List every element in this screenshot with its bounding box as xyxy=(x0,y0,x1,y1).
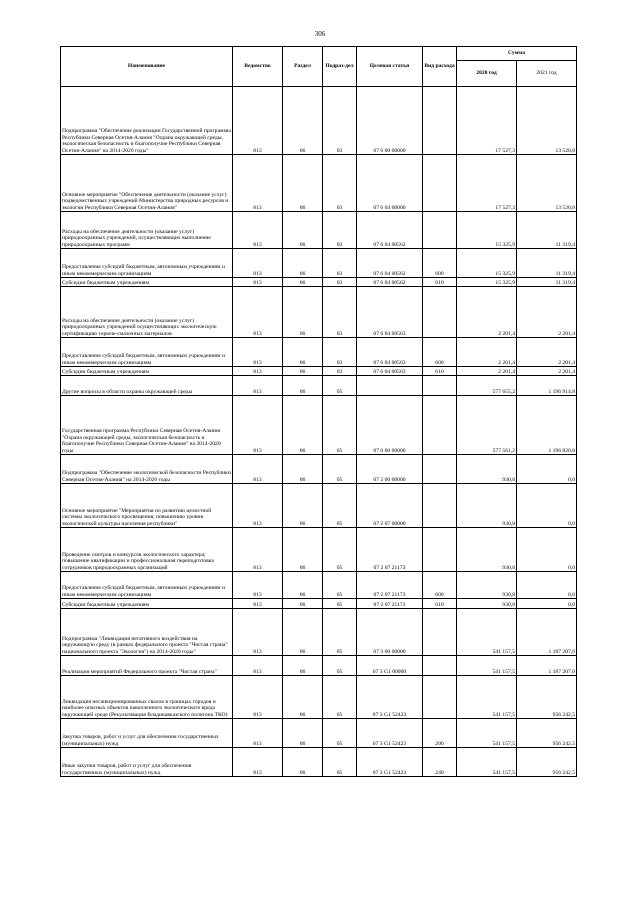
row-sum-2020: 15 325,9 xyxy=(457,278,517,287)
row-sum-2020: 15 325,9 xyxy=(457,212,517,249)
row-dept: 813 xyxy=(233,656,283,676)
row-article: 07 6 04 00000 xyxy=(357,155,423,212)
table-row xyxy=(61,212,577,249)
row-name: Предоставление субсидий бюджетным, автономным учреждениям и иным некоммерческим организациям xyxy=(61,338,233,367)
row-dept: 813 xyxy=(233,287,283,338)
table-row xyxy=(61,748,577,777)
table-row xyxy=(61,367,577,376)
row-subsection: 05 xyxy=(323,656,357,676)
row-name: Подпрограмма "Обеспечение экологической безопасности Республики Северная Осетия-Алания" на 2014-2020 годы xyxy=(61,455,233,484)
row-expense: 600 xyxy=(423,572,457,599)
row-subsection: 03 xyxy=(323,155,357,212)
row-dept: 813 xyxy=(233,155,283,212)
row-article: 07 3 G1 52423 xyxy=(357,748,423,777)
table-row xyxy=(61,656,577,676)
row-article: 07 6 04 00562 xyxy=(357,212,423,249)
row-subsection: 05 xyxy=(323,719,357,748)
row-name: Расходы на обеспечение деятельности (оказание услуг) природоохранных учреждений осуществляющих экологическую сертификацию горюче-смазочных материалов xyxy=(61,287,233,338)
row-sum-2021: 0,0 xyxy=(517,599,577,609)
row-expense: 600 xyxy=(423,338,457,367)
row-subsection: 05 xyxy=(323,599,357,609)
row-sum-2021: 1 196 914,8 xyxy=(517,376,577,396)
row-dept: 813 xyxy=(233,599,283,609)
row-sum-2020: 541 157,5 xyxy=(457,609,517,656)
header-year-2020: 2020 год xyxy=(457,61,517,87)
table-row xyxy=(61,572,577,599)
header-name: Наименование xyxy=(61,47,233,87)
row-section: 06 xyxy=(283,212,323,249)
row-section: 06 xyxy=(283,396,323,455)
row-dept: 813 xyxy=(233,278,283,287)
row-sum-2021: 1 187 207,6 xyxy=(517,656,577,676)
row-expense xyxy=(423,528,457,572)
row-section: 06 xyxy=(283,249,323,278)
row-name: Другие вопросы в области охраны окружающей среды xyxy=(61,376,233,396)
row-expense: 610 xyxy=(423,278,457,287)
row-sum-2021: 2 201,4 xyxy=(517,338,577,367)
row-article: 07 3 G1 00000 xyxy=(357,656,423,676)
row-article: 07 2 07 21173 xyxy=(357,572,423,599)
row-sum-2020: 17 527,3 xyxy=(457,155,517,212)
row-dept: 813 xyxy=(233,528,283,572)
row-expense xyxy=(423,376,457,396)
row-sum-2020: 577 655,2 xyxy=(457,376,517,396)
row-name: Основное мероприятие "Мероприятия по развитию целостной системы экологического просвещения, повышению уровня экологической культуры населения республики" xyxy=(61,484,233,528)
row-subsection: 05 xyxy=(323,572,357,599)
row-article: 07 3 G1 52423 xyxy=(357,676,423,719)
row-subsection: 03 xyxy=(323,278,357,287)
row-section: 06 xyxy=(283,656,323,676)
row-sum-2021: 2 201,4 xyxy=(517,287,577,338)
table-row xyxy=(61,278,577,287)
row-name: Предоставление субсидий бюджетным, автономным учреждениям и иным некоммерческим организациям xyxy=(61,572,233,599)
row-sum-2020: 15 325,9 xyxy=(457,249,517,278)
row-article: 07 2 00 00000 xyxy=(357,455,423,484)
table-row xyxy=(61,676,577,719)
row-name: Основное мероприятие "Обеспечение деятельности (оказание услуг) подведомственных учреждений Министерства природных ресурсов и экологии Республики Северная Осетия-Алания" xyxy=(61,155,233,212)
row-expense: 610 xyxy=(423,599,457,609)
row-expense xyxy=(423,87,457,155)
row-expense xyxy=(423,155,457,212)
row-name: Субсидии бюджетным учреждениям xyxy=(61,367,233,376)
row-article: 07 2 07 21173 xyxy=(357,599,423,609)
row-sum-2020: 930,8 xyxy=(457,572,517,599)
row-section: 06 xyxy=(283,367,323,376)
row-article: 07 6 00 00000 xyxy=(357,87,423,155)
table-row xyxy=(61,396,577,455)
row-section: 06 xyxy=(283,484,323,528)
row-name: Реализация мероприятий Федерального проекта "Чистая страна" xyxy=(61,656,233,676)
header-dept: Ведомство xyxy=(233,47,283,87)
row-name: Субсидии бюджетным учреждениям xyxy=(61,278,233,287)
row-dept: 813 xyxy=(233,719,283,748)
row-sum-2020: 2 201,4 xyxy=(457,367,517,376)
row-sum-2021: 0,0 xyxy=(517,528,577,572)
row-section: 06 xyxy=(283,572,323,599)
row-sum-2020: 930,8 xyxy=(457,599,517,609)
table-row xyxy=(61,455,577,484)
table-body xyxy=(61,87,577,777)
row-sum-2020: 2 201,4 xyxy=(457,338,517,367)
row-article: 07 6 04 00563 xyxy=(357,338,423,367)
row-dept: 813 xyxy=(233,249,283,278)
row-name: Предоставление субсидий бюджетным, автономным учреждениям и иным некоммерческим организациям xyxy=(61,249,233,278)
table-row xyxy=(61,609,577,656)
table-row xyxy=(61,484,577,528)
row-expense: 610 xyxy=(423,367,457,376)
row-section: 06 xyxy=(283,287,323,338)
table-row xyxy=(61,376,577,396)
row-article: 07 6 04 00562 xyxy=(357,278,423,287)
row-article: 07 0 00 00000 xyxy=(357,396,423,455)
row-article: 07 2 07 00000 xyxy=(357,484,423,528)
header-section: Раздел xyxy=(283,47,323,87)
row-name: Закупка товаров, работ и услуг для обеспечения государственных (муниципальных) нужд xyxy=(61,719,233,748)
row-subsection: 05 xyxy=(323,455,357,484)
row-sum-2021: 11 319,4 xyxy=(517,249,577,278)
table-row xyxy=(61,155,577,212)
header-subsection: Подраз-дел xyxy=(323,47,357,87)
row-article: 07 6 04 00562 xyxy=(357,249,423,278)
row-subsection: 03 xyxy=(323,367,357,376)
row-section: 06 xyxy=(283,155,323,212)
header-year-2021: 2021 год xyxy=(517,61,577,87)
row-sum-2020: 2 201,4 xyxy=(457,287,517,338)
row-section: 06 xyxy=(283,338,323,367)
row-subsection: 03 xyxy=(323,287,357,338)
row-subsection: 05 xyxy=(323,396,357,455)
row-name: Иные закупки товаров, работ и услуг для обеспечения государственных (муниципальных) нужд xyxy=(61,748,233,777)
row-sum-2020: 541 157,5 xyxy=(457,656,517,676)
table-row xyxy=(61,287,577,338)
row-subsection: 05 xyxy=(323,609,357,656)
row-sum-2020: 930,8 xyxy=(457,528,517,572)
row-dept: 813 xyxy=(233,338,283,367)
header-sum: Сумма xyxy=(457,47,577,61)
row-dept: 813 xyxy=(233,87,283,155)
row-sum-2020: 930,8 xyxy=(457,455,517,484)
row-sum-2021: 13 520,8 xyxy=(517,155,577,212)
row-article: 07 3 G1 52423 xyxy=(357,719,423,748)
header-expense: Вид расхода xyxy=(423,47,457,87)
row-sum-2020: 541 157,5 xyxy=(457,719,517,748)
row-expense xyxy=(423,609,457,656)
row-section: 06 xyxy=(283,676,323,719)
row-subsection: 05 xyxy=(323,748,357,777)
row-section: 06 xyxy=(283,376,323,396)
table-row xyxy=(61,338,577,367)
row-subsection: 05 xyxy=(323,376,357,396)
row-sum-2021: 956 242,5 xyxy=(517,676,577,719)
row-section: 06 xyxy=(283,599,323,609)
row-sum-2020: 17 527,3 xyxy=(457,87,517,155)
row-expense: 240 xyxy=(423,748,457,777)
row-name: Ликвидация несанкционированных свалок в границах городов и наиболее опасных объектов накопленного экологического вреда окружающей среде (Рекультивация Владикавказского полигона ТКО) xyxy=(61,676,233,719)
row-section: 06 xyxy=(283,278,323,287)
row-subsection: 05 xyxy=(323,676,357,719)
row-sum-2021: 0,0 xyxy=(517,484,577,528)
row-section: 06 xyxy=(283,748,323,777)
row-sum-2021: 13 520,8 xyxy=(517,87,577,155)
table-row xyxy=(61,87,577,155)
row-name: Субсидии бюджетным учреждениям xyxy=(61,599,233,609)
row-expense xyxy=(423,484,457,528)
row-expense: 200 xyxy=(423,719,457,748)
row-section: 06 xyxy=(283,528,323,572)
row-expense xyxy=(423,676,457,719)
row-dept: 813 xyxy=(233,455,283,484)
row-sum-2020: 930,8 xyxy=(457,484,517,528)
row-expense xyxy=(423,396,457,455)
row-article xyxy=(357,376,423,396)
row-expense xyxy=(423,212,457,249)
row-name: Расходы на обеспечение деятельности (оказание услуг) природоохранных учреждений, осуществляющих выполнение природоохранных программ xyxy=(61,212,233,249)
row-sum-2020: 577 561,2 xyxy=(457,396,517,455)
row-sum-2020: 541 157,5 xyxy=(457,748,517,777)
row-subsection: 05 xyxy=(323,484,357,528)
row-dept: 813 xyxy=(233,572,283,599)
row-sum-2021: 11 319,4 xyxy=(517,212,577,249)
row-subsection: 03 xyxy=(323,87,357,155)
row-sum-2021: 1 196 820,8 xyxy=(517,396,577,455)
row-expense: 600 xyxy=(423,249,457,278)
row-sum-2021: 11 319,4 xyxy=(517,278,577,287)
row-dept: 813 xyxy=(233,609,283,656)
header-article: Целевая статья xyxy=(357,47,423,87)
row-sum-2020: 541 157,5 xyxy=(457,676,517,719)
row-sum-2021: 1 187 207,6 xyxy=(517,609,577,656)
row-article: 07 2 07 21173 xyxy=(357,528,423,572)
table-header xyxy=(61,47,577,87)
row-sum-2021: 0,0 xyxy=(517,572,577,599)
row-name: Подпрограмма "Обеспечение реализации Государственной программы Республики Северная Осетия-Алания "Охрана окружающей среды, экологическая безопасность и благополучие Республики Северная Осетия-Алания" на 2014-2020 годы" xyxy=(61,87,233,155)
budget-table xyxy=(60,46,577,777)
row-dept: 813 xyxy=(233,212,283,249)
row-section: 06 xyxy=(283,609,323,656)
row-section: 06 xyxy=(283,87,323,155)
row-dept: 813 xyxy=(233,748,283,777)
row-sum-2021: 0,0 xyxy=(517,455,577,484)
row-dept: 813 xyxy=(233,676,283,719)
row-article: 07 6 04 00563 xyxy=(357,367,423,376)
row-article: 07 6 04 00563 xyxy=(357,287,423,338)
table-row xyxy=(61,719,577,748)
row-subsection: 03 xyxy=(323,338,357,367)
row-expense xyxy=(423,287,457,338)
row-dept: 813 xyxy=(233,484,283,528)
row-name: Государственная программа Республики Северная Осетия-Алания "Охрана окружающей среды, экологическая безопасность и благополучие Республики Северная Осетия-Алания" на 2014-2020 годы xyxy=(61,396,233,455)
row-section: 06 xyxy=(283,719,323,748)
row-subsection: 03 xyxy=(323,212,357,249)
row-article: 07 3 00 00000 xyxy=(357,609,423,656)
row-sum-2021: 956 242,5 xyxy=(517,748,577,777)
row-expense xyxy=(423,455,457,484)
row-expense xyxy=(423,656,457,676)
row-dept: 813 xyxy=(233,396,283,455)
table-row xyxy=(61,528,577,572)
page-number: 306 xyxy=(314,30,326,38)
row-subsection: 05 xyxy=(323,528,357,572)
row-section: 06 xyxy=(283,455,323,484)
row-dept: 813 xyxy=(233,376,283,396)
row-name: Подпрограмма "Ликвидация негативного воздействия на окружающую среду (в рамках федерального проекта "Чистая страна" национального проекта "Экология") на 2014-2020 годы" xyxy=(61,609,233,656)
row-subsection: 03 xyxy=(323,249,357,278)
table-row xyxy=(61,599,577,609)
row-name: Проведение смотров и конкурсов экологического характера; повышение квалификации и профессиональная переподготовка сотрудников природоохранных организаций xyxy=(61,528,233,572)
table-row xyxy=(61,249,577,278)
row-sum-2021: 956 242,5 xyxy=(517,719,577,748)
row-dept: 813 xyxy=(233,367,283,376)
row-sum-2021: 2 201,4 xyxy=(517,367,577,376)
